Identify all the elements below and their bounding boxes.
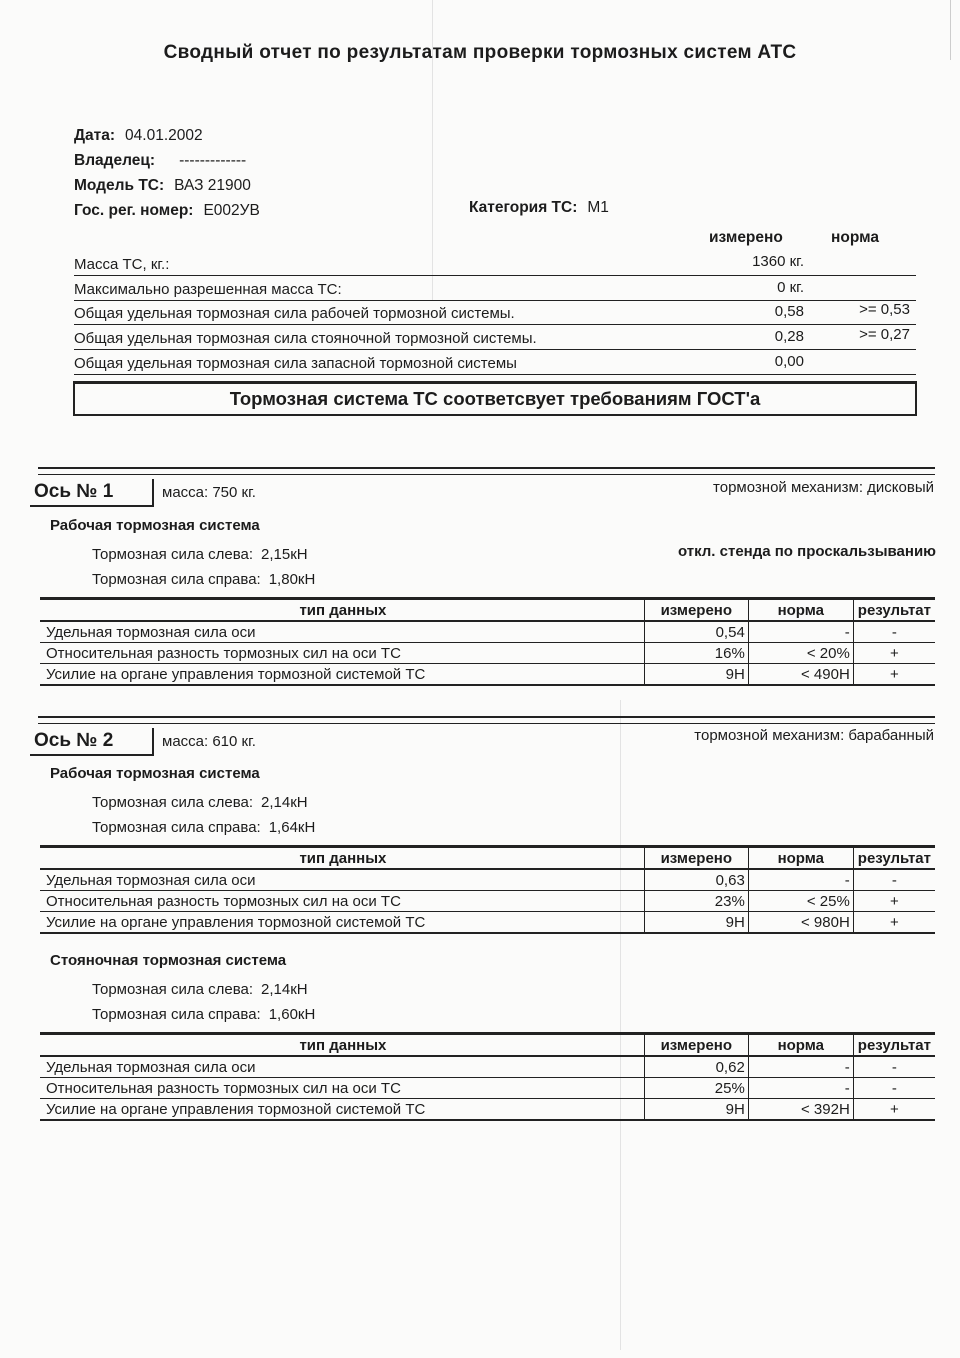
- axis-1-service-brake-table: [40, 597, 935, 686]
- cell-result: -: [853, 1078, 935, 1099]
- summary-row-name: Общая удельная тормозная сила стояночной тормозной системы.: [74, 330, 537, 347]
- date-row: [74, 127, 203, 145]
- cell-norm: < 980Н: [748, 912, 853, 934]
- summary-row-name: Общая удельная тормозная сила запасной тормозной системы: [74, 355, 517, 372]
- cell-measured: 9Н: [644, 912, 748, 934]
- cell-type: Усилие на органе управления тормозной системой ТС: [40, 1099, 644, 1121]
- col-type: тип данных: [40, 1034, 644, 1057]
- model-label: Модель ТС:: [74, 177, 165, 194]
- cell-measured: 16%: [644, 643, 748, 664]
- axis-2-force-left: [92, 794, 308, 811]
- table-row: [40, 621, 935, 643]
- summary-row-measured: 0,28: [774, 328, 804, 345]
- axis-2-parking-force-left: [92, 981, 308, 998]
- axis-2-service-brake-table: [40, 845, 935, 934]
- force-right-value: 1,64кН: [268, 819, 316, 836]
- section-divider: [38, 467, 935, 475]
- axis-1-force-right: [92, 571, 315, 588]
- table-row: [40, 912, 935, 934]
- force-right-label: Тормозная сила справа:: [92, 571, 261, 588]
- axis-1-mechanism: тормозной механизм: дисковый: [713, 479, 934, 496]
- cell-measured: 0,62: [644, 1056, 748, 1078]
- summary-row: [74, 302, 916, 325]
- force-left-value: 2,15кН: [261, 546, 308, 563]
- summary-row-measured: 1360 кг.: [752, 253, 804, 270]
- cell-result: +: [853, 912, 935, 934]
- col-result: результат: [853, 599, 935, 622]
- category-label: Категория ТС:: [469, 199, 578, 216]
- summary-measured-header: измерено: [709, 229, 783, 246]
- axis-2-parking-force-right: [92, 1006, 315, 1023]
- axis-1-stand-note: откл. стенда по проскальзыванию: [677, 543, 936, 560]
- col-type: тип данных: [40, 847, 644, 870]
- cell-type: Удельная тормозная сила оси: [40, 621, 644, 643]
- force-left-label: Тормозная сила слева:: [92, 794, 254, 811]
- summary-row: [74, 253, 916, 276]
- summary-row-measured: 0,58: [774, 303, 804, 320]
- cell-norm: -: [748, 621, 853, 643]
- summary-row-measured: 0 кг.: [777, 279, 804, 296]
- reg-value: Е002УВ: [203, 202, 260, 219]
- cell-result: +: [853, 664, 935, 686]
- force-left-label: Тормозная сила слева:: [92, 981, 254, 998]
- table-row: [40, 869, 935, 891]
- cell-norm: -: [748, 1078, 853, 1099]
- col-norm: норма: [748, 1034, 853, 1057]
- cell-measured: 25%: [644, 1078, 748, 1099]
- table-row: [40, 643, 935, 664]
- col-measured: измерено: [644, 599, 748, 622]
- paper-crease: [620, 700, 621, 1350]
- cell-result: -: [853, 1056, 935, 1078]
- force-left-value: 2,14кН: [261, 794, 308, 811]
- cell-type: Усилие на органе управления тормозной системой ТС: [40, 912, 644, 934]
- date-value: 04.01.2002: [125, 127, 203, 144]
- summary-row-norm: >= 0,27: [859, 326, 910, 343]
- force-right-label: Тормозная сила справа:: [92, 819, 261, 836]
- cell-measured: 23%: [644, 891, 748, 912]
- cell-norm: < 25%: [748, 891, 853, 912]
- summary-row: [74, 352, 916, 375]
- cell-norm: < 20%: [748, 643, 853, 664]
- axis-2-mechanism: тормозной механизм: барабанный: [694, 727, 934, 744]
- owner-label: Владелец:: [74, 152, 156, 169]
- cell-measured: 9Н: [644, 664, 748, 686]
- axis-2-parking-brake-table: [40, 1032, 935, 1121]
- summary-row-name: Максимально разрешенная масса ТС:: [74, 281, 342, 298]
- col-result: результат: [853, 847, 935, 870]
- force-right-label: Тормозная сила справа:: [92, 1006, 261, 1023]
- cell-result: -: [853, 869, 935, 891]
- cell-type: Усилие на органе управления тормозной системой ТС: [40, 664, 644, 686]
- summary-row-name: Масса ТС, кг.:: [74, 256, 170, 273]
- col-norm: норма: [748, 599, 853, 622]
- force-left-label: Тормозная сила слева:: [92, 546, 254, 563]
- table-header-row: [40, 599, 935, 622]
- force-right-value: 1,80кН: [268, 571, 316, 588]
- cell-norm: < 392Н: [748, 1099, 853, 1121]
- cell-result: +: [853, 1099, 935, 1121]
- axis-2-parking-brake-title: Стояночная тормозная система: [50, 952, 287, 969]
- cell-norm: -: [748, 869, 853, 891]
- col-norm: норма: [748, 847, 853, 870]
- cell-type: Относительная разность тормозных сил на оси ТС: [40, 1078, 644, 1099]
- axis-1-mass: масса: 750 кг.: [162, 484, 256, 501]
- force-left-value: 2,14кН: [261, 981, 308, 998]
- summary-norm-header: норма: [831, 229, 879, 246]
- cell-norm: -: [748, 1056, 853, 1078]
- summary-row-name: Общая удельная тормозная сила рабочей тормозной системы.: [74, 305, 515, 322]
- table-header-row: [40, 1034, 935, 1057]
- cell-result: +: [853, 891, 935, 912]
- table-row: [40, 1078, 935, 1099]
- category-row: [469, 199, 609, 217]
- cell-norm: < 490Н: [748, 664, 853, 686]
- summary-row: [74, 278, 916, 301]
- table-row: [40, 1099, 935, 1121]
- cell-type: Относительная разность тормозных сил на оси ТС: [40, 891, 644, 912]
- col-result: результат: [853, 1034, 935, 1057]
- section-divider: [38, 716, 935, 724]
- cell-type: Относительная разность тормозных сил на оси ТС: [40, 643, 644, 664]
- axis-2-label: Ось № 2: [30, 728, 154, 756]
- reg-row: [74, 202, 260, 220]
- model-row: [74, 177, 251, 195]
- axis-2-service-brake-title: Рабочая тормозная система: [50, 765, 260, 782]
- axis-1-force-left: [92, 546, 308, 563]
- reg-label: Гос. рег. номер:: [74, 202, 194, 219]
- table-row: [40, 664, 935, 686]
- cell-measured: 0,63: [644, 869, 748, 891]
- col-type: тип данных: [40, 599, 644, 622]
- owner-value: -------------: [179, 152, 247, 169]
- axis-1-label: Ось № 1: [30, 479, 154, 507]
- cell-result: +: [853, 643, 935, 664]
- summary-row: [74, 327, 916, 350]
- cell-type: Удельная тормозная сила оси: [40, 1056, 644, 1078]
- axis-1-service-brake-title: Рабочая тормозная система: [50, 517, 260, 534]
- owner-row: [74, 152, 246, 170]
- verdict-box: Тормозная система ТС соответсвует требованиям ГОСТ'а: [73, 381, 917, 416]
- cell-result: -: [853, 621, 935, 643]
- cell-type: Удельная тормозная сила оси: [40, 869, 644, 891]
- axis-2-force-right: [92, 819, 315, 836]
- col-measured: измерено: [644, 1034, 748, 1057]
- axis-2-mass: масса: 610 кг.: [162, 733, 256, 750]
- table-header-row: [40, 847, 935, 870]
- report-title: Сводный отчет по результатам проверки тормозных систем АТС: [163, 42, 797, 63]
- summary-row-norm: >= 0,53: [859, 301, 910, 318]
- col-measured: измерено: [644, 847, 748, 870]
- table-row: [40, 1056, 935, 1078]
- cell-measured: 0,54: [644, 621, 748, 643]
- date-label: Дата:: [74, 127, 116, 144]
- table-row: [40, 891, 935, 912]
- cell-measured: 9Н: [644, 1099, 748, 1121]
- model-value: ВАЗ 21900: [174, 177, 251, 194]
- summary-row-measured: 0,00: [774, 353, 804, 370]
- category-value: М1: [587, 199, 609, 216]
- force-right-value: 1,60кН: [268, 1006, 316, 1023]
